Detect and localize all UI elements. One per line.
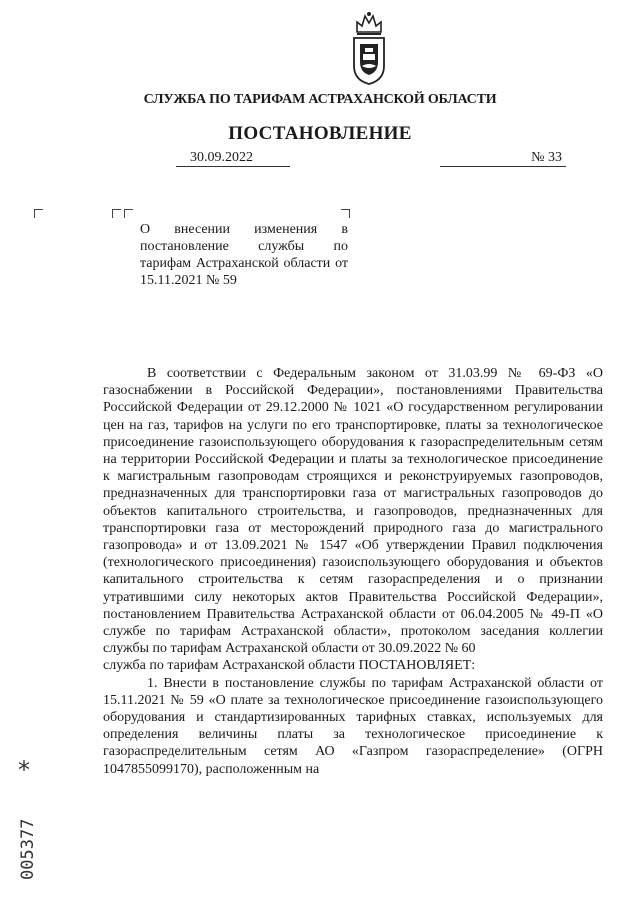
corner-mark [341,209,350,218]
resolution-line: служба по тарифам Астраханской области ПОСТАНОВЛЯЕТ: [103,658,476,674]
document-date: 30.09.2022 [176,150,290,167]
document-subject: О внесении изменения в постановление службы по тарифам Астраханской области от 15.11.2021 № 59 [140,222,348,288]
preamble-paragraph: В соответствии с Федеральным законом от 31.03.99 № 69-ФЗ «О газоснабжении в Российской Федерации», постановлениями Правительства Российской Федерации от 29.12.2000 № 1021 «О государственном регулировании цен на газ, тарифов на услуги по его транспортировке, платы за технологическое присоединение газоиспользующего оборудования к газораспределительным сетям на территории Российской Федерации и платы за технологическое присоединение к магистральным газопроводам строящихся и реконструируемых газопроводов, предназначенных для транспортировки газа от магистральных газопроводов до объектов капитального строительства, и газопроводов, предназначенных для транспортировки газа от месторождений природного газа до магистрального газопровода» и от 13.09.2021 № 1547 «Об утверждении Правил подключения (технологического присоединения) газоиспользующего оборудования и объектов капитального строительства к сетям газораспределения и о признании утратившими силу некоторых актов Правительства Российской Федерации», постановлением Правительства Астраханской области от 06.04.2005 № 49-П «О службе по тарифам Астраханской области», протоколом заседания коллегии службы по тарифам Астраханской области от 30.09.2022 № 60 [103,366,603,657]
corner-mark [112,209,121,218]
coat-of-arms-icon [347,10,391,86]
corner-mark [124,209,133,218]
organization-title: СЛУЖБА ПО ТАРИФАМ АСТРАХАНСКОЙ ОБЛАСТИ [143,92,497,107]
document-number: № 33 [440,150,566,167]
item-1-paragraph: 1. Внести в постановление службы по тарифам Астраханской области от 15.11.2021 № 59 «О плате за технологическое присоединение газоиспользующего оборудования и стандартизированных тарифных ставках, используемых для определения величины платы за технологическое присоединение к газораспределительным сетям АО «Газпром газораспределение» (ОГРН 1047855099170), расположенным на [103,675,603,777]
margin-mark: * [18,756,30,784]
document-type-title: ПОСТАНОВЛЕНИЕ [228,123,412,144]
corner-mark [34,209,43,218]
document-body [103,365,603,778]
registration-code: 005377 [18,818,38,880]
